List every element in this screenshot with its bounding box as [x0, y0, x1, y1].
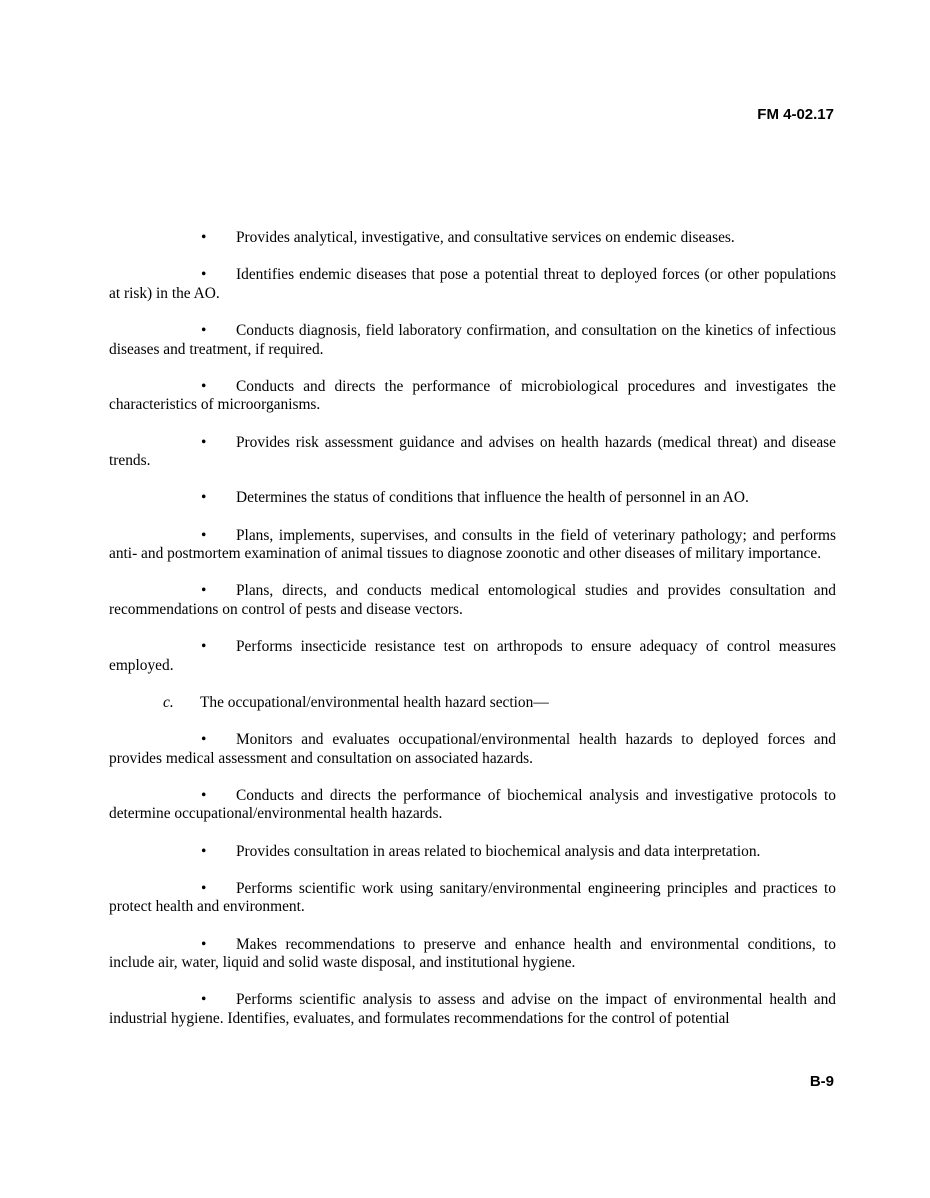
bullet-item: [109, 378, 836, 415]
bullet-icon: •: [201, 229, 207, 246]
bullet-text: Provides risk assessment guidance and advises on health hazards (medical threat) and disease trends.: [109, 433, 836, 470]
bullet-text: Performs scientific work using sanitary/environmental engineering principles and practices to protect health and environment.: [109, 879, 836, 916]
bullet-text: Performs scientific analysis to assess and advise on the impact of environmental health and industrial hygiene. Identifies, evaluates, and formulates recommendations for the control of potential: [109, 991, 836, 1027]
bullet-text: Conducts diagnosis, field laboratory confirmation, and consultation on the kinetics of infectious diseases and treatment, if required.: [109, 321, 836, 358]
bullet-item: [109, 434, 836, 471]
bullet-icon: •: [201, 321, 207, 339]
page-number-footer: B-9: [809, 1073, 834, 1090]
bullet-icon: •: [201, 731, 207, 749]
bullet-text: Conducts and directs the performance of microbiological procedures and investigates the characteristics of microorganisms.: [109, 377, 836, 414]
bullet-item: [109, 229, 836, 248]
bullet-item: [109, 266, 836, 303]
subparagraph-letter: c.: [163, 693, 174, 711]
bullet-icon: •: [201, 991, 207, 1009]
page-body: [109, 229, 836, 1047]
bullet-text: Conducts and directs the performance of biochemical analysis and investigative protocols to determine occupational/environmental health hazards.: [109, 786, 836, 823]
bullet-item: [109, 787, 836, 824]
bullet-icon: •: [201, 526, 207, 544]
bullet-item: [109, 843, 836, 862]
bullet-item: [109, 527, 836, 564]
subparagraph-text: The occupational/environmental health hazard section—: [200, 693, 549, 711]
bullet-icon: •: [201, 582, 207, 600]
bullet-icon: •: [201, 377, 207, 395]
bullet-icon: •: [201, 266, 207, 284]
bullet-icon: •: [201, 433, 207, 451]
bullet-text: Determines the status of conditions that influence the health of personnel in an AO.: [236, 489, 749, 507]
bullet-item: [109, 991, 836, 1028]
document-id-header: FM 4-02.17: [757, 106, 834, 123]
bullet-text: Plans, directs, and conducts medical entomological studies and provides consultation and recommendations on control of pests and disease vectors.: [109, 582, 836, 618]
bullet-icon: •: [201, 638, 207, 656]
bullet-text: Identifies endemic diseases that pose a potential threat to deployed forces (or other populations at risk) in the AO.: [109, 266, 836, 302]
bullet-item: [109, 936, 836, 973]
bullet-item: [109, 582, 836, 619]
bullet-icon: •: [201, 489, 207, 507]
bullet-icon: •: [201, 879, 207, 897]
bullet-item: [109, 489, 836, 508]
bullet-item: [109, 880, 836, 917]
bullet-text: Provides consultation in areas related to biochemical analysis and data interpretation.: [236, 842, 761, 860]
bullet-item: [109, 731, 836, 768]
bullet-text: Provides analytical, investigative, and consultative services on endemic diseases.: [236, 229, 735, 246]
bullet-text: Plans, implements, supervises, and consults in the field of veterinary pathology; and performs anti- and postmortem examination of animal tissues to diagnose zoonotic and other diseases of military importance.: [109, 526, 836, 563]
bullet-icon: •: [201, 842, 207, 860]
bullet-text: Makes recommendations to preserve and enhance health and environmental conditions, to include air, water, liquid and solid waste disposal, and institutional hygiene.: [109, 935, 836, 972]
bullet-text: Performs insecticide resistance test on arthropods to ensure adequacy of control measures employed.: [109, 638, 836, 674]
bullet-text: Monitors and evaluates occupational/environmental health hazards to deployed forces and provides medical assessment and consultation on associated hazards.: [109, 731, 836, 767]
subparagraph-c: [109, 694, 836, 713]
bullet-item: [109, 322, 836, 359]
bullet-icon: •: [201, 786, 207, 804]
bullet-icon: •: [201, 935, 207, 953]
bullet-item: [109, 638, 836, 675]
